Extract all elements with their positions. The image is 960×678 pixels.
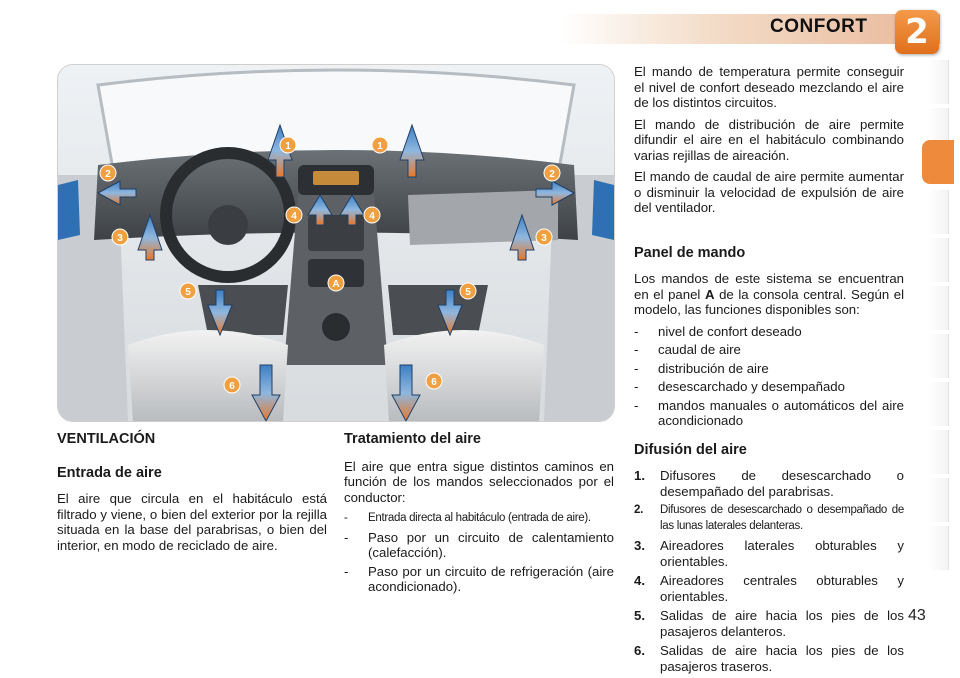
callout-2-left [100,165,116,181]
panel-item: - desescarchado y desempañado [634,379,845,394]
svg-text:5: 5 [185,287,191,298]
chapter-tabs [928,60,960,580]
callout-6-left [224,377,240,393]
callout-6-right [426,373,442,389]
tratamiento-intro: El aire que entra sigue distintos caminos en función de los mandos seleccionados por el conductor: [344,458,614,505]
entrada-aire-paragraph: El aire que circula en el habitáculo está filtrado y viene, o bien del exterior por la rejilla situada en la base del parabrisas, o bien del interior, en modo de reciclado de aire. [57,491,327,553]
svg-text:6: 6 [229,381,235,392]
panel-item: - distribución de aire [634,360,769,376]
subheading-entrada-aire: Entrada de aire [57,464,162,481]
svg-text:2: 2 [105,169,111,180]
callout-2-right [544,165,560,181]
chapter-number-badge: 2 [895,10,939,54]
middle-column [344,432,614,598]
svg-text:3: 3 [117,233,123,244]
difusion-item: 4. Aireadores centrales obturables y orientables. [634,573,904,604]
distribucion-paragraph: El mando de distribución de aire permite difundir el aire en el habitáculo combinando varias rejillas de aireación. [634,116,904,163]
callout-4-right [364,207,380,223]
chapter-tab[interactable] [928,238,949,282]
section-heading-difusion: Difusión del aire [634,441,747,458]
callout-3-left [112,229,128,245]
chapter-tab[interactable] [928,334,949,378]
difusion-item: 1. Difusores de desescarchado o desempañado del parabrisas. [634,468,904,499]
panel-item: - nivel de confort deseado [634,323,802,339]
svg-text:2: 2 [549,169,555,180]
panel-intro: Los mandos de este sistema se encuentran en el panel A de la consola central. Según el modelo, las funciones disponibles son: [634,271,904,317]
cabin-ventilation-illustration [57,64,615,422]
chapter-tab[interactable] [928,478,949,522]
svg-text:3: 3 [541,233,547,244]
difusion-item: 2. Difusores de desescarchado o desempañado de las lunas laterales delanteras. [634,504,904,532]
callout-1-right [372,137,388,153]
header-band [560,14,940,44]
callout-1-left [280,137,296,153]
temperatura-paragraph: El mando de temperatura permite conseguir el nivel de confort deseado mezclando el aire de los distintos circuitos. [634,64,904,110]
svg-text:1: 1 [285,141,291,152]
chapter-tab[interactable] [928,382,949,426]
svg-text:1: 1 [377,141,383,152]
difusion-item: 3. Aireadores laterales obturables y orientables. [634,538,904,569]
tratamiento-item: - Entrada directa al habitáculo (entrada de aire). [344,512,591,524]
chapter-tab[interactable] [928,60,949,104]
chapter-tab[interactable] [928,286,949,330]
left-column [57,432,327,559]
callout-5-left [180,283,196,299]
svg-text:A: A [332,279,340,290]
section-heading-tratamiento: Tratamiento del aire [344,431,481,447]
chapter-tab[interactable] [928,190,949,234]
tratamiento-item: - Paso por un circuito de calentamiento (calefacción). [344,529,614,560]
svg-text:4: 4 [369,211,375,222]
page-number: 43 [908,607,926,624]
callout-A [328,275,344,291]
difusion-item: 5. Salidas de aire hacia los pies de los pasajeros delanteros. [634,608,904,639]
callout-5-right [460,283,476,299]
difusion-item: 6. Salidas de aire hacia los pies de los pasajeros traseros. [634,643,904,674]
callout-4-left [286,207,302,223]
chapter-tab[interactable] [928,526,949,570]
section-heading-ventilacion: VENTILACIÓN [57,431,156,447]
chapter-tab-active[interactable] [922,140,954,184]
cabin-drawing [58,65,614,421]
svg-text:4: 4 [291,211,297,222]
svg-text:6: 6 [431,377,437,388]
callout-3-right [536,229,552,245]
section-heading-panel: Panel de mando [634,244,746,261]
svg-text:5: 5 [465,287,471,298]
chapter-tab[interactable] [928,430,949,474]
tratamiento-item: - Paso por un circuito de refrigeración (aire acondicionado). [344,563,614,594]
caudal-paragraph: El mando de caudal de aire permite aumentar o disminuir la velocidad de expulsión de aire del ventilador. [634,169,904,215]
page-title: CONFORT [770,16,868,37]
panel-item: - mandos manuales o automáticos del aire acondicionado [634,397,904,428]
panel-item: - caudal de aire [634,342,741,357]
right-column [634,64,904,678]
